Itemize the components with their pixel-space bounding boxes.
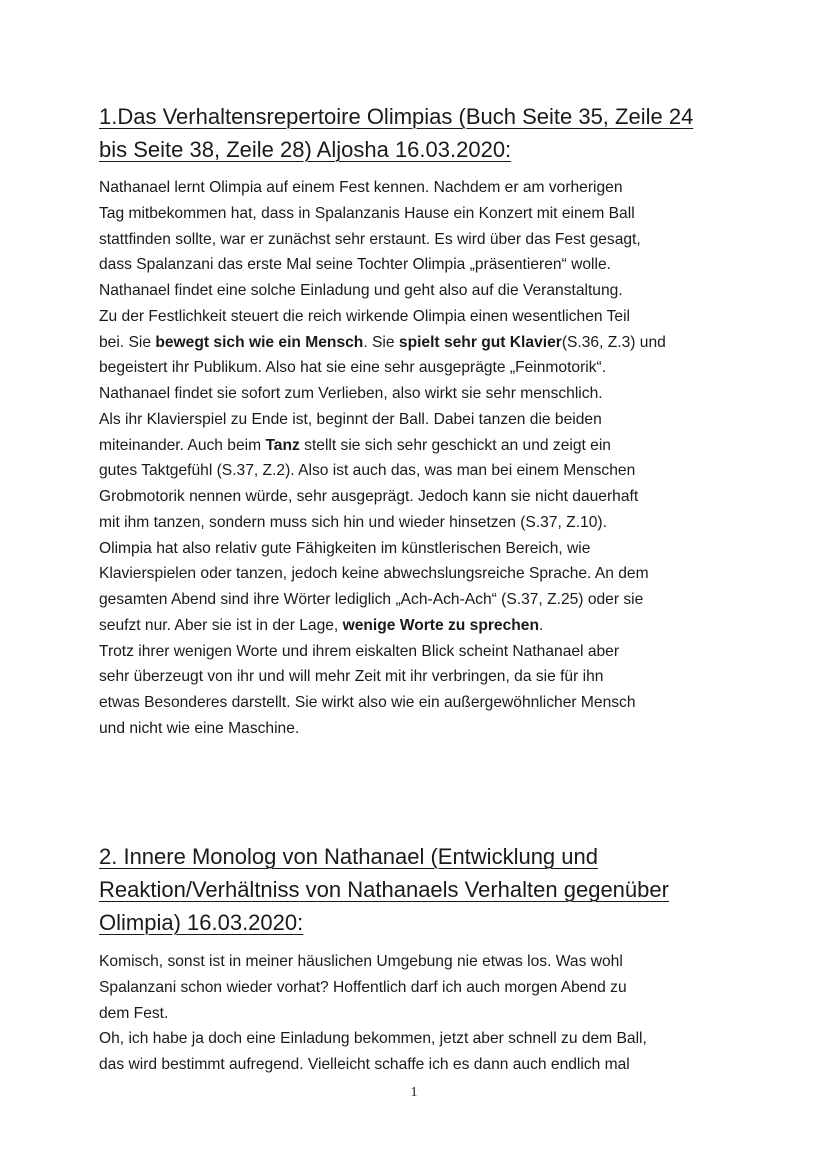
section-2-heading-line-3: Olimpia) 16.03.2020: bbox=[99, 910, 304, 935]
section-1-line bbox=[99, 716, 739, 742]
section-1-line bbox=[99, 536, 739, 562]
section-1-heading-line-2: bis Seite 38, Zeile 28) Aljosha 16.03.2020: bbox=[99, 137, 512, 162]
section-1-heading bbox=[99, 100, 739, 166]
bold-phrase: wenige Worte zu sprechen bbox=[342, 616, 539, 634]
text-run: stattfinden sollte, war er zunächst sehr erstaunt. Es wird über das Fest gesagt, bbox=[99, 230, 641, 248]
section-1-heading-line-1: 1.Das Verhaltensrepertoire Olimpias (Buch Seite 35, Zeile 24 bbox=[99, 104, 694, 129]
section-1-line bbox=[99, 381, 739, 407]
text-run: Zu der Festlichkeit steuert die reich wirkende Olimpia einen wesentlichen Teil bbox=[99, 307, 631, 325]
text-run: dass Spalanzani das erste Mal seine Tochter Olimpia „präsentieren“ wolle. bbox=[99, 256, 611, 274]
section-2-line: Oh, ich habe ja doch eine Einladung bekommen, jetzt aber schnell zu dem Ball, bbox=[99, 1030, 647, 1048]
section-1-line bbox=[99, 561, 739, 587]
section-1-line bbox=[99, 201, 739, 227]
text-run: Nathanael findet eine solche Einladung und geht also auf die Veranstaltung. bbox=[99, 282, 623, 299]
text-run: Trotz ihrer wenigen Worte und ihrem eiskalten Blick scheint Nathanael aber bbox=[99, 642, 620, 660]
text-run: seufzt nur. Aber sie ist in der Lage, bbox=[99, 616, 343, 634]
section-1-line bbox=[99, 304, 739, 330]
text-run: miteinander. Auch beim bbox=[99, 436, 266, 454]
bold-phrase: spielt sehr gut Klavier bbox=[398, 333, 562, 351]
text-run: bei. Sie bbox=[99, 333, 156, 351]
section-2-heading-line-2: Reaktion/Verhältniss von Nathanaels Verhalten gegenüber bbox=[99, 877, 669, 902]
section-2-line: Spalanzani schon wieder vorhat? Hoffentlich darf ich auch morgen Abend zu bbox=[99, 978, 627, 996]
text-run: Grobmotorik nennen würde, sehr ausgeprägt. Jedoch kann sie nicht dauerhaft bbox=[99, 488, 639, 505]
section-2-heading bbox=[99, 840, 739, 939]
section-2-body bbox=[99, 949, 739, 1078]
text-run: sehr überzeugt von ihr und will mehr Zeit mit ihr verbringen, da sie für ihn bbox=[99, 668, 604, 686]
text-run: Klavierspielen oder tanzen, jedoch keine abwechslungsreiche Sprache. An dem bbox=[99, 565, 649, 583]
section-1-line bbox=[99, 407, 739, 433]
section-1-line bbox=[99, 175, 739, 201]
text-run: etwas Besonderes darstellt. Sie wirkt also wie ein außergewöhnlicher Mensch bbox=[99, 694, 636, 711]
section-1-line bbox=[99, 484, 739, 510]
text-run: gutes Taktgefühl (S.37, Z.2). Also ist auch das, was man bei einem Menschen bbox=[99, 462, 636, 480]
text-run: und nicht wie eine Maschine. bbox=[99, 719, 300, 737]
section-1-body bbox=[99, 175, 739, 742]
section-1-line bbox=[99, 355, 739, 381]
text-run: stellt sie sich sehr geschickt an und zeigt ein bbox=[299, 436, 611, 454]
section-1-line bbox=[99, 252, 739, 278]
section-1-line bbox=[99, 278, 739, 304]
section-2-line: Komisch, sonst ist in meiner häuslichen Umgebung nie etwas los. Was wohl bbox=[99, 953, 623, 970]
section-1-line bbox=[99, 330, 739, 356]
section-1-line bbox=[99, 613, 739, 639]
bold-phrase: bewegt sich wie ein Mensch bbox=[155, 333, 364, 351]
section-1-line bbox=[99, 690, 739, 716]
section-1-line bbox=[99, 639, 739, 665]
text-run: . Sie bbox=[363, 333, 399, 351]
page-number: 1 bbox=[410, 1085, 418, 1100]
section-2-line: dem Fest. bbox=[99, 1004, 169, 1022]
section-2-line: das wird bestimmt aufregend. Vielleicht schaffe ich es dann auch endlich mal bbox=[99, 1056, 630, 1073]
text-run: Nathanael findet sie sofort zum Verlieben, also wirkt sie sehr menschlich. bbox=[99, 385, 603, 402]
bold-phrase: Tanz bbox=[265, 436, 300, 454]
text-run: . bbox=[539, 616, 544, 634]
text-run: (S.36, Z.3) und bbox=[561, 333, 666, 351]
section-2-heading-line-1: 2. Innere Monolog von Nathanael (Entwicklung und bbox=[99, 844, 598, 869]
text-run: Als ihr Klavierspiel zu Ende ist, beginnt der Ball. Dabei tanzen die beiden bbox=[99, 410, 602, 428]
section-1-line bbox=[99, 433, 739, 459]
section-1-line bbox=[99, 227, 739, 253]
section-1-line bbox=[99, 458, 739, 484]
section-1-line bbox=[99, 587, 739, 613]
text-run: Nathanael lernt Olimpia auf einem Fest kennen. Nachdem er am vorherigen bbox=[99, 179, 623, 196]
text-run: begeistert ihr Publikum. Also hat sie eine sehr ausgeprägte „Feinmotorik“. bbox=[99, 359, 607, 377]
section-1-line bbox=[99, 664, 739, 690]
text-run: Olimpia hat also relativ gute Fähigkeiten im künstlerischen Bereich, wie bbox=[99, 539, 591, 557]
text-run: gesamten Abend sind ihre Wörter lediglich „Ach-Ach-Ach“ (S.37, Z.25) oder sie bbox=[99, 591, 644, 608]
text-run: mit ihm tanzen, sondern muss sich hin und wieder hinsetzen (S.37, Z.10). bbox=[99, 513, 607, 531]
section-1-line bbox=[99, 510, 739, 536]
text-run: Tag mitbekommen hat, dass in Spalanzanis Hause ein Konzert mit einem Ball bbox=[99, 204, 635, 222]
